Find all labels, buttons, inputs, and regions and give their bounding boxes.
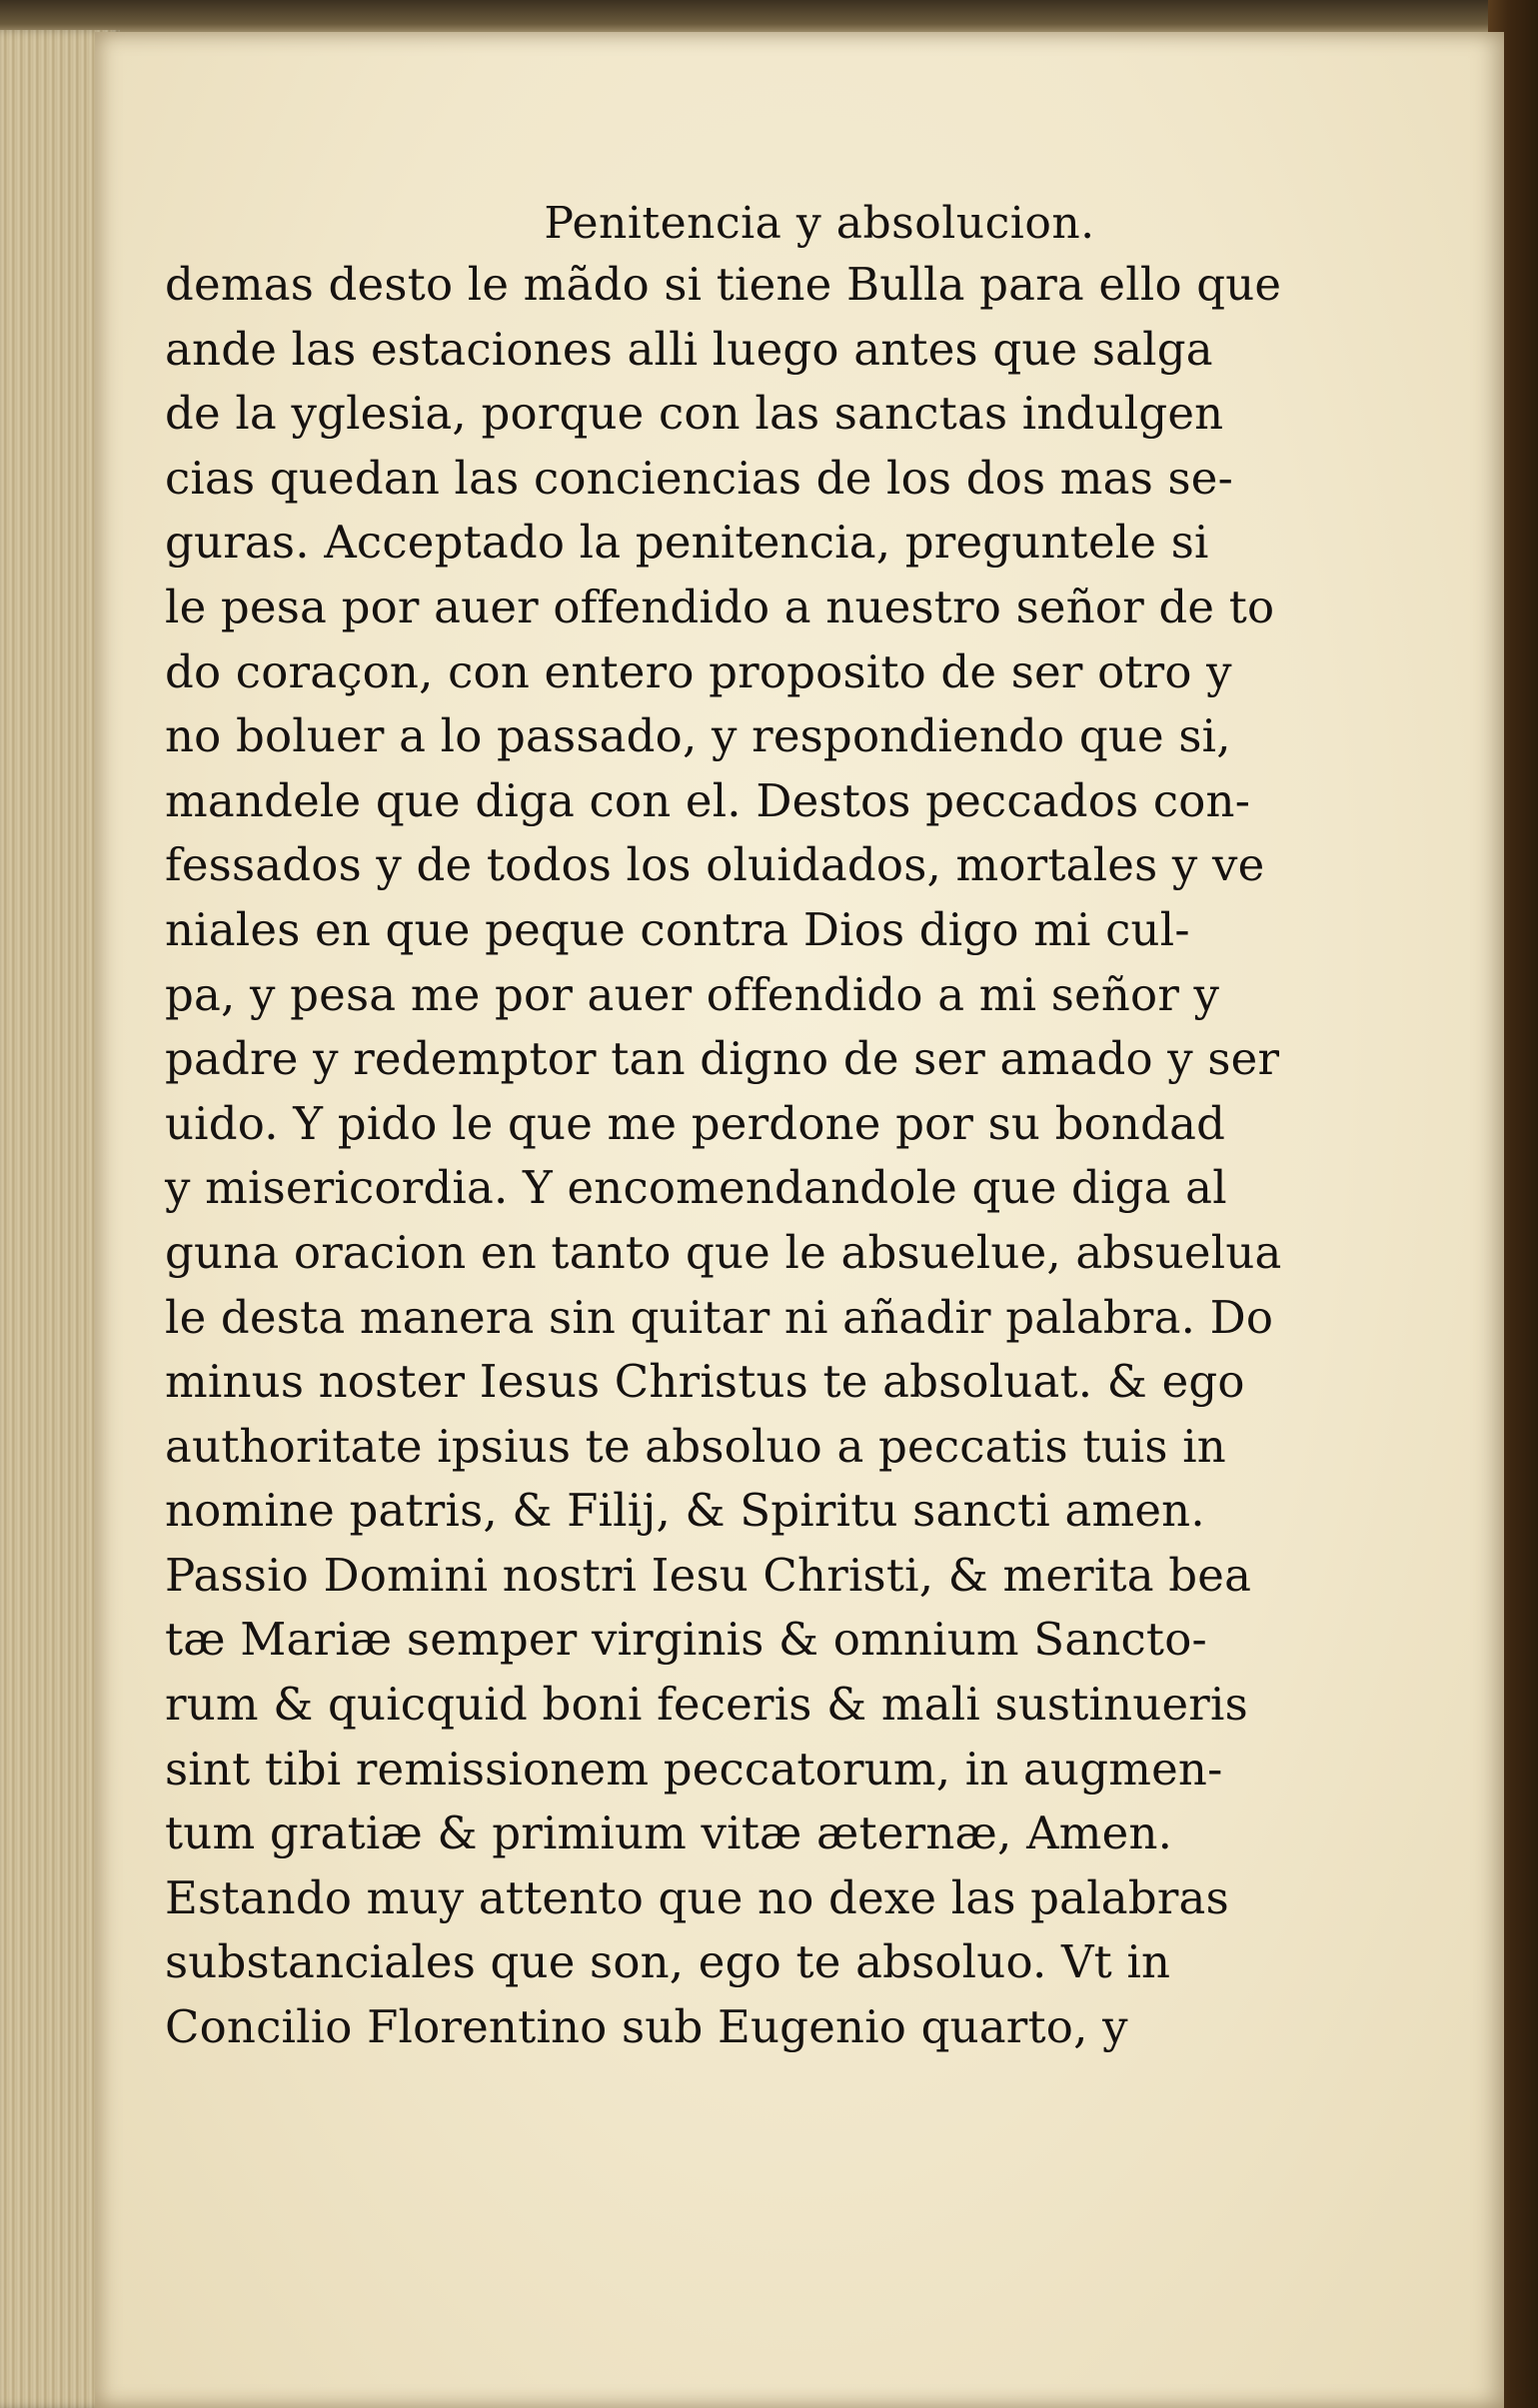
text-line: Estando muy attento que no dexe las palabras <box>165 1870 1229 1924</box>
text-line: cias quedan las conciencias de los dos mas se- <box>165 451 1234 505</box>
text-line: tæ Mariæ semper virginis & omnium Sancto- <box>165 1613 1207 1667</box>
text-line: uido. Y pido le que me perdone por su bondad <box>165 1096 1226 1150</box>
running-head: Penitencia y absolucion. <box>544 198 1095 249</box>
text-line: nomine patris, & Filij, & Spiritu sancti amen. <box>165 1484 1205 1538</box>
text-line: rum & quicquid boni feceris & mali sustinueris <box>165 1678 1248 1732</box>
text-line: Passio Domini nostri Iesu Christi, & merita bea <box>165 1548 1252 1602</box>
text-line: demas desto le mãdo si tiene Bulla para ello que <box>165 258 1282 311</box>
text-line: ande las estaciones alli luego antes que salga <box>165 322 1213 376</box>
text-line: Concilio Florentino sub Eugenio quarto, y <box>165 2000 1128 2054</box>
text-line: substanciales que son, ego te absoluo. Vt in <box>165 1935 1171 1989</box>
text-line: sint tibi remissionem peccatorum, in augmen- <box>165 1742 1223 1796</box>
text-line: guna oracion en tanto que le absuelue, absuelua <box>165 1225 1282 1279</box>
page-text <box>165 195 1414 2060</box>
text-line: guras. Acceptado la penitencia, preguntele si <box>165 516 1209 570</box>
text-line: minus noster Iesus Christus te absoluat. & ego <box>165 1355 1245 1409</box>
text-line: do coraçon, con entero proposito de ser otro y <box>165 644 1232 698</box>
text-line: niales en que peque contra Dios digo mi cul- <box>165 902 1190 956</box>
text-line: pa, y pesa me por auer offendido a mi señor y <box>165 967 1220 1021</box>
text-line: y misericordia. Y encomendandole que diga al <box>165 1161 1227 1215</box>
text-line: authoritate ipsius te absoluo a peccatis tuis in <box>165 1419 1226 1473</box>
text-line: no boluer a lo passado, y respondiendo que si, <box>165 709 1231 763</box>
text-line: padre y redemptor tan digno de ser amado y ser <box>165 1032 1280 1086</box>
text-line: fessados y de todos los oluidados, mortales y ve <box>165 838 1265 892</box>
text-line: mandele que diga con el. Destos peccados con- <box>165 773 1251 827</box>
text-line: tum gratiæ & primium vitæ æternæ, Amen. <box>165 1806 1173 1860</box>
text-line: le pesa por auer offendido a nuestro señor de to <box>165 580 1275 633</box>
text-line: le desta manera sin quitar ni añadir palabra. Do <box>165 1290 1274 1344</box>
text-line: de la yglesia, porque con las sanctas indulgen <box>165 387 1224 441</box>
